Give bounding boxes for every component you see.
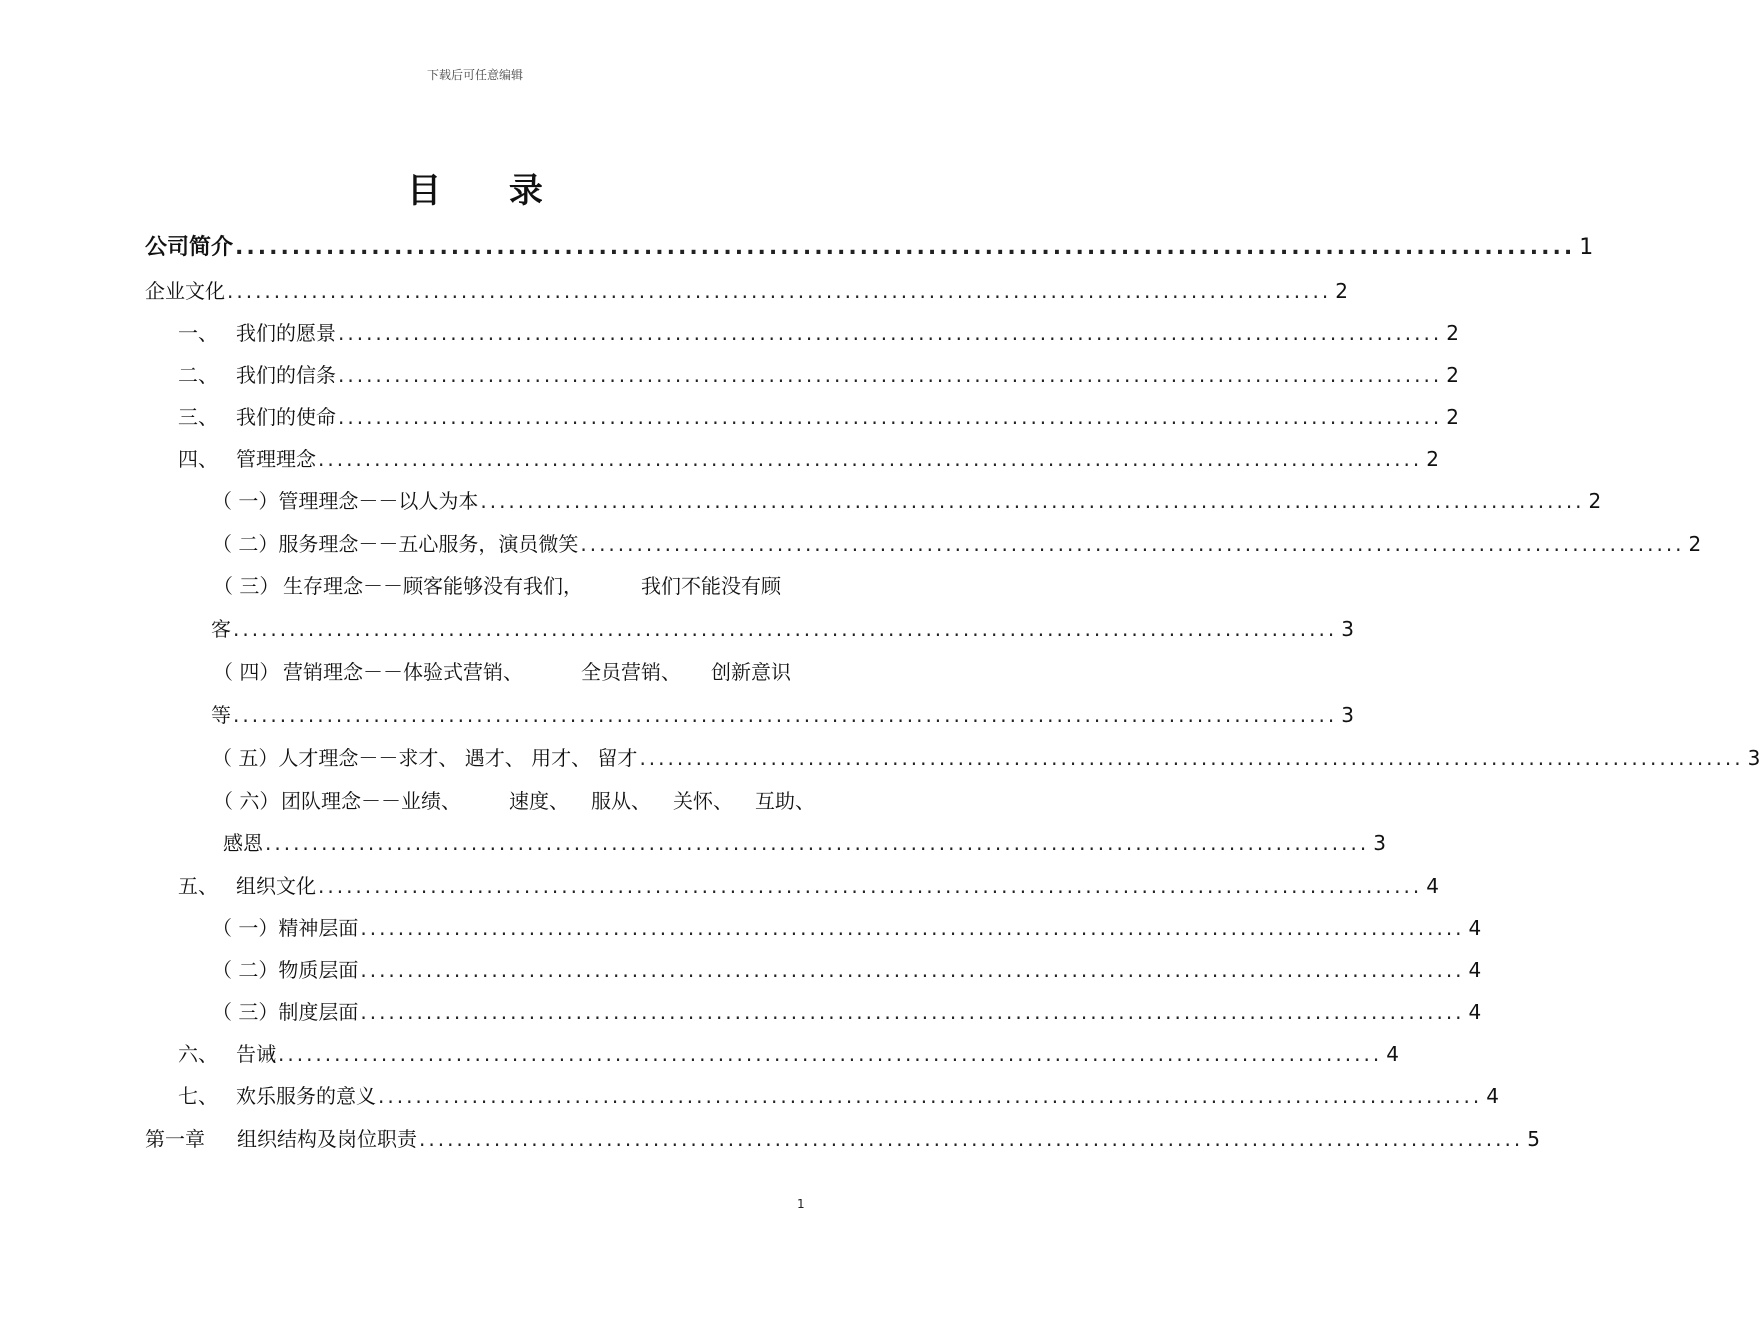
toc-entry-number: （ 一） <box>212 489 279 513</box>
toc-leader: ...................................................................................................................... <box>233 617 1338 641</box>
page-number-footer: 1 <box>797 1197 805 1211</box>
toc-page-number: 2 <box>1446 363 1459 387</box>
toc-leader: ...................................................................................................................... <box>378 1084 1483 1108</box>
toc-entry-text: 客 <box>211 617 231 641</box>
toc-page-number: 4 <box>1386 1042 1399 1066</box>
toc-entry-number: 第一章 <box>145 1127 205 1151</box>
toc-leader: ...................................................................................................................... <box>580 532 1685 556</box>
toc-page-number: 3 <box>1341 703 1354 727</box>
toc-leader: ...................................................................................................................... <box>235 235 1576 260</box>
toc-leader: ...................................................................................................................... <box>360 916 1465 940</box>
toc-entry-text: 创新意识 <box>711 660 791 684</box>
toc-entry-survival-line1[interactable] <box>213 572 813 600</box>
toc-entry-chapter-one[interactable] <box>145 1125 1540 1153</box>
toc-entry-text: 我们的信条 <box>236 363 336 387</box>
page-title: 目 录 <box>407 171 571 211</box>
toc-entry-number: （ 五） <box>212 746 279 770</box>
toc-entry-text: 我们的愿景 <box>236 321 336 345</box>
toc-entry-number: 六、 <box>178 1042 218 1066</box>
toc-leader: ...................................................................................................................... <box>419 1127 1524 1151</box>
toc-leader: ...................................................................................................................... <box>639 746 1744 770</box>
toc-entry-company-intro[interactable] <box>145 234 1594 262</box>
toc-page-number: 2 <box>1588 489 1602 513</box>
toc-leader: ...................................................................................................................... <box>338 405 1443 429</box>
toc-entry-joyful-service-meaning[interactable] <box>178 1082 1499 1110</box>
toc-page-number: 4 <box>1426 874 1439 898</box>
toc-leader: ...................................................................................................................... <box>318 874 1423 898</box>
toc-page-number: 5 <box>1527 1127 1540 1151</box>
toc-entry-text: 全员营销、 <box>581 660 681 684</box>
toc-entry-text: 等 <box>211 703 231 727</box>
toc-entry-marketing-line2[interactable] <box>211 701 1354 729</box>
toc-entry-mission[interactable] <box>178 403 1459 431</box>
toc-entry-number: 五、 <box>178 874 218 898</box>
toc-entry-text: 互助、 <box>755 789 815 813</box>
toc-entry-material-level[interactable] <box>212 956 1482 984</box>
toc-leader: ...................................................................................................................... <box>318 447 1423 471</box>
toc-entry-system-level[interactable] <box>212 998 1482 1026</box>
toc-entry-text: 公司简介 <box>145 235 234 260</box>
toc-entry-number: （ 二） <box>212 532 279 556</box>
toc-entry-corporate-culture[interactable] <box>145 277 1348 305</box>
toc-entry-number: 二、 <box>178 363 218 387</box>
toc-entry-text: 管理理念 <box>236 447 316 471</box>
toc-entry-text: 欢乐服务的意义 <box>236 1084 376 1108</box>
toc-entry-number: 三、 <box>178 405 218 429</box>
toc-page-number: 2 <box>1446 321 1459 345</box>
toc-entry-text: 生存理念－－顾客能够没有我们， <box>283 574 583 598</box>
toc-leader: ...................................................................................................................... <box>360 1000 1465 1024</box>
toc-entry-talent-philosophy[interactable] <box>212 744 1760 772</box>
toc-page-number: 3 <box>1373 831 1386 855</box>
toc-entry-text: 团队理念－－业绩、 <box>281 789 461 813</box>
toc-page-number: 2 <box>1446 405 1459 429</box>
toc-page-number: 2 <box>1426 447 1439 471</box>
toc-entry-text: 管理理念－－以人为本 <box>278 489 479 513</box>
toc-entry-number: （ 六） <box>213 789 280 813</box>
toc-page-number: 3 <box>1747 746 1760 770</box>
toc-entry-survival-line2[interactable] <box>211 615 1354 643</box>
toc-entry-number: （ 三） <box>213 574 280 598</box>
toc-entry-text: 营销理念－－体验式营销、 <box>283 660 523 684</box>
toc-entry-text: 制度层面 <box>278 1000 359 1024</box>
toc-entry-text: 告诫 <box>236 1042 276 1066</box>
toc-entry-management-philosophy[interactable] <box>178 445 1439 473</box>
toc-entry-creed[interactable] <box>178 361 1459 389</box>
toc-leader: ...................................................................................................................... <box>338 363 1443 387</box>
toc-leader: ...................................................................................................................... <box>278 1042 1383 1066</box>
toc-entry-text: 组织文化 <box>236 874 316 898</box>
toc-entry-number: （ 三） <box>212 1000 279 1024</box>
toc-entry-text: 人才理念－－求才、 遇才、 用才、 留才 <box>278 746 638 770</box>
toc-entry-marketing-line1[interactable] <box>213 658 813 686</box>
toc-entry-organizational-culture[interactable] <box>178 872 1439 900</box>
toc-entry-team-line1[interactable] <box>213 787 828 815</box>
toc-entry-number: 一、 <box>178 321 218 345</box>
toc-page-number: 4 <box>1486 1084 1499 1108</box>
toc-entry-vision[interactable] <box>178 319 1459 347</box>
toc-entry-service-philosophy[interactable] <box>212 530 1702 558</box>
toc-page-number: 2 <box>1688 532 1702 556</box>
toc-leader: ...................................................................................................................... <box>338 321 1443 345</box>
toc-entry-people-oriented[interactable] <box>212 487 1602 515</box>
toc-entry-text: 感恩 <box>223 831 263 855</box>
toc-entry-number: （ 一） <box>212 916 279 940</box>
toc-leader: ...................................................................................................................... <box>265 831 1370 855</box>
toc-leader: ...................................................................................................................... <box>233 703 1338 727</box>
toc-page-number: 2 <box>1335 279 1348 303</box>
toc-entry-number: 四、 <box>178 447 218 471</box>
toc-entry-text: 物质层面 <box>278 958 359 982</box>
toc-leader: ...................................................................................................................... <box>360 958 1465 982</box>
toc-entry-number: 七、 <box>178 1084 218 1108</box>
toc-leader: ...................................................................................................................... <box>480 489 1585 513</box>
toc-entry-text: 关怀、 <box>673 789 733 813</box>
toc-entry-text: 服务理念－－五心服务，演员微笑 <box>278 532 579 556</box>
toc-page-number: 4 <box>1468 958 1482 982</box>
toc-entry-text: 我们不能没有顾 <box>641 574 781 598</box>
toc-entry-admonition[interactable] <box>178 1040 1399 1068</box>
toc-entry-text: 服从、 <box>591 789 651 813</box>
toc-page-number: 3 <box>1341 617 1354 641</box>
toc-entry-text: 速度、 <box>509 789 569 813</box>
toc-entry-number: （ 二） <box>212 958 279 982</box>
toc-page-number: 4 <box>1468 1000 1482 1024</box>
toc-entry-text: 企业文化 <box>145 279 225 303</box>
toc-entry-text: 我们的使命 <box>236 405 336 429</box>
toc-leader: ...................................................................................................................... <box>227 279 1332 303</box>
toc-entry-number: （ 四） <box>213 660 280 684</box>
toc-entry-team-line2[interactable] <box>223 829 1386 857</box>
toc-page-number: 1 <box>1579 235 1594 260</box>
toc-entry-text: 组织结构及岗位职责 <box>237 1127 417 1151</box>
toc-entry-text: 精神层面 <box>278 916 359 940</box>
toc-entry-spiritual-level[interactable] <box>212 914 1482 942</box>
toc-page-number: 4 <box>1468 916 1482 940</box>
page-header-note: 下载后可任意编辑 <box>426 68 523 82</box>
